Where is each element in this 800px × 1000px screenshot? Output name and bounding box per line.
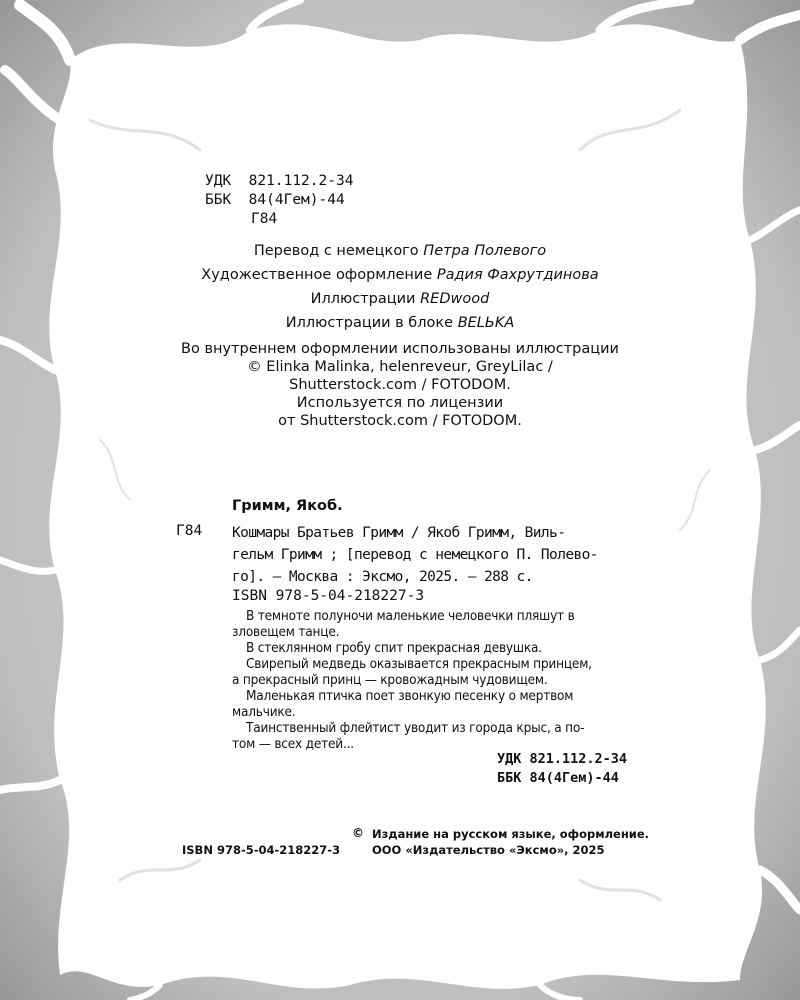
bbk-value: 84(4Гем)-44 [248,192,345,208]
bottom-bbk: ББК 84(4Гем)-44 [497,770,619,786]
copyright-block [372,826,649,858]
footer-isbn: ISBN 978-5-04-218227-3 [182,843,341,857]
udk-label: УДК [205,173,232,189]
copyright-line: Издание на русском языке, оформление. [372,827,650,841]
annotation-line: Маленькая птичка поет звонкую песенку о мертвом [246,688,574,704]
copyright-sign: © [352,826,364,840]
annotation-line: том — всех детей... [232,736,354,752]
copyright-line: ООО «Издательство «Эксмо», 2025 [372,843,605,857]
catalog-author-heading: Гримм, Якоб. [232,498,343,514]
note-line: Используется по лицензии [296,395,504,411]
top-classification-block [205,172,353,229]
annotation-line: зловещем танце. [232,624,340,640]
annotation-line: мальчике. [232,704,296,720]
annotation [232,608,662,752]
note-line: © Elinka Malinka, helenreveur, GreyLilac / [247,359,553,375]
description-line: гельм Гримм ; [перевод с немецкого П. Полево- [232,547,598,563]
annotation-line: Свирепый медведь оказывается прекрасным принцем, [246,656,592,672]
credit-illustrations: Иллюстрации REDwood [310,291,490,307]
credits-block [150,242,650,333]
description-line: го]. — Москва : Эксмо, 2025. — 288 с. [232,569,533,585]
note-line: Во внутреннем оформлении использованы иллюстрации [181,341,619,357]
illustration-note [120,340,680,430]
credit-translation: Перевод с немецкого Петра Полевого [253,243,547,259]
annotation-line: а прекрасный принц — кровожадным чудовищем. [232,672,548,688]
udk-value: 821.112.2-34 [248,173,354,189]
bottom-udk: УДК 821.112.2-34 [497,751,628,767]
note-line: от Shutterstock.com / FOTODOM. [278,413,522,429]
catalog-author-mark: Г84 [176,523,203,539]
annotation-line: В стеклянном гробу спит прекрасная девушка. [246,640,542,656]
description-line: Кошмары Братьев Гримм / Якоб Гримм, Виль- [232,525,566,541]
annotation-line: В темноте полуночи маленькие человечки пляшут в [246,608,575,624]
catalog-isbn: ISBN 978-5-04-218227-3 [232,588,425,604]
annotation-line: Таинственный флейтист уводит из города крыс, а по- [246,720,585,736]
bbk-label: ББК [205,192,232,208]
credit-block-illustrations: Иллюстрации в блоке BELЬKA [285,315,515,331]
bottom-classification [497,750,627,788]
credit-design: Художественное оформление Радия Фахрутдинова [201,267,599,283]
author-mark-top: Г84 [251,211,278,227]
note-line: Shutterstock.com / FOTODOM. [289,377,511,393]
catalog-description [232,522,662,588]
